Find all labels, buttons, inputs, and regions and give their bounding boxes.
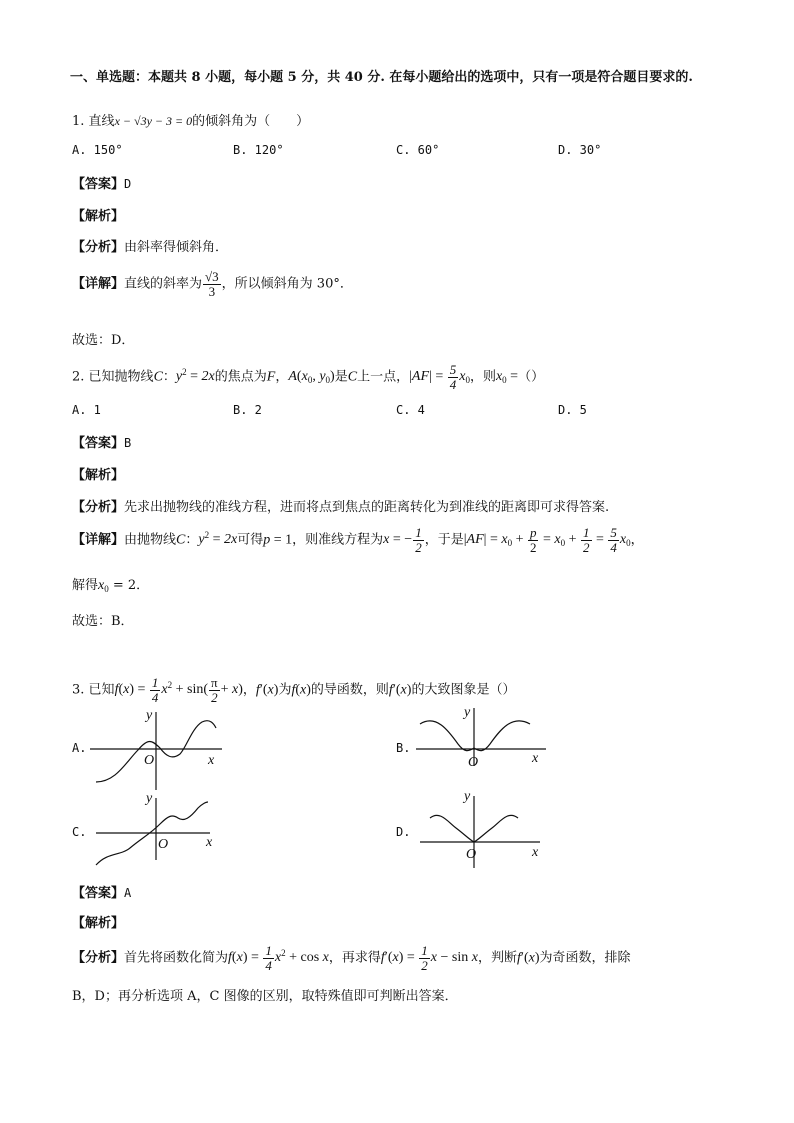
fenxi-line xyxy=(72,236,228,255)
axis-x-label: x xyxy=(206,835,213,850)
axis-y-label: y xyxy=(464,705,471,720)
question-text: 是 xyxy=(334,369,348,385)
fenxi-tag: 【分析】 xyxy=(72,950,125,966)
fenxi-text: 为奇函数，排除 xyxy=(539,950,631,966)
option-b: B. 120° xyxy=(233,143,284,157)
derivative: f′(x) xyxy=(516,950,540,966)
question-1 xyxy=(72,110,309,129)
fenxi-text: 首先将函数化简为 xyxy=(124,950,229,966)
answer-value: B xyxy=(124,436,132,450)
function-name: f(x) xyxy=(291,682,311,698)
axis-x-label: x xyxy=(532,845,539,860)
question-text: 的倾斜角为（ ） xyxy=(192,114,310,129)
guxuan-line: 故选：B． xyxy=(72,614,134,629)
point-a: $A(x_0$, $y_0$) xyxy=(288,369,335,386)
graph-b xyxy=(416,708,546,766)
axis-x-label: x xyxy=(532,751,539,766)
question-text: 已知 xyxy=(88,682,115,698)
fenxi-line xyxy=(72,944,631,972)
x0-var: $x_0$ = xyxy=(495,369,519,386)
x0-var: $x_0$ xyxy=(98,578,109,594)
answer-tag: 【答案】 xyxy=(72,886,125,901)
curve-name: C xyxy=(176,532,186,548)
xiangjie-text: ，所以倾斜角为 30°． xyxy=(221,276,353,292)
jiexi-tag: 【解析】 xyxy=(72,209,125,224)
answer-line xyxy=(72,882,131,901)
parabola-eq: $y^2 = 2x$ xyxy=(198,530,238,548)
xiangjie-text: ： xyxy=(185,532,199,548)
fenxi-text: 先求出抛物线的准线方程，进而将点到焦点的距离转化为到准线的距离即可求得答案. xyxy=(124,500,610,515)
function-def: f(x) = $\frac{1}{4}$ $x^2 + \sin$( $\frac{\pi}{2}$ + x) xyxy=(114,675,243,705)
origin-label: O xyxy=(144,753,155,768)
graph-label-c: C. xyxy=(72,825,87,839)
derivative: f′(x) xyxy=(255,682,279,698)
answer-line xyxy=(72,173,131,192)
derivative: f′(x) xyxy=(388,682,412,698)
curve-name: C xyxy=(347,369,358,385)
axis-y-label: y xyxy=(146,708,153,723)
answer-line xyxy=(72,432,131,451)
slope-fraction: $\frac{√3}{3}$ xyxy=(205,269,219,299)
focus-name: F xyxy=(266,369,276,385)
xiangjie-text: ，则准线方程为 xyxy=(292,532,384,548)
p-value: p = 1 xyxy=(263,532,293,548)
question-2 xyxy=(72,363,544,391)
question-text: 的大致图象是（） xyxy=(411,682,516,698)
graph-label-b: B. xyxy=(396,741,411,755)
xiangjie-tag: 【详解】 xyxy=(72,276,125,292)
jiexi-tag: 【解析】 xyxy=(72,468,125,483)
xiangjie-tag: 【详解】 xyxy=(72,532,125,548)
jiede-value: = 2． xyxy=(112,578,150,593)
question-number: 3. xyxy=(72,682,85,698)
graph-label-d: D. xyxy=(396,825,411,839)
xiangjie-line xyxy=(72,526,644,554)
question-text: 的焦点为 xyxy=(214,369,267,385)
fenxi-tag: 【分析】 xyxy=(72,240,125,255)
graph-c xyxy=(96,798,210,865)
jiede-line xyxy=(72,574,149,594)
answer-tag: 【答案】 xyxy=(72,436,125,451)
question-text: 为 xyxy=(278,682,292,698)
xiangjie-text: 由抛物线 xyxy=(124,532,177,548)
answer-tag: 【答案】 xyxy=(72,177,125,192)
line-equation: x − √3y − 3 = 0 xyxy=(114,114,193,128)
xiangjie-text: 可得 xyxy=(237,532,264,548)
jiexi-tag: 【解析】 xyxy=(72,916,125,931)
fenxi-text: 由斜率得倾斜角． xyxy=(124,240,229,255)
fenxi-text: ，判断 xyxy=(477,950,517,966)
derivative-expr: f′(x) = $\frac{1}{2}$ x − sin x xyxy=(380,943,478,973)
graph-options xyxy=(60,700,740,875)
axis-y-label: y xyxy=(146,791,153,806)
curve-name: C xyxy=(153,369,163,385)
section-header: 一、单选题：本题共 8 小题，每小题 5 分，共 40 分. 在每小题给出的选项中，只有一项是符合题目要求的. xyxy=(70,70,693,85)
af-derivation: $|AF| = x_0$ + $\frac{p}{2}$ = $x_0$ + $\frac{1}{2}$ = $\frac{5}{4}$ $x_0$ xyxy=(463,525,631,555)
fenxi-tag: 【分析】 xyxy=(72,500,125,515)
graph-a xyxy=(90,712,222,790)
question-text: ， xyxy=(275,369,289,385)
jiede-text: 解得 xyxy=(72,578,99,593)
option-d: D. 30° xyxy=(558,143,602,157)
option-c: C. 4 xyxy=(396,403,425,417)
guxuan-line: 故选：D． xyxy=(72,333,135,348)
option-c: C. 60° xyxy=(396,143,440,157)
answer-value: A xyxy=(124,886,132,900)
graph-d xyxy=(420,796,540,868)
question-text: 直线 xyxy=(88,114,115,129)
fenxi-line xyxy=(72,496,609,515)
question-text: 上一点， xyxy=(357,369,410,385)
origin-label: O xyxy=(158,837,169,852)
answer-value: D xyxy=(124,177,132,191)
option-a: A. 150° xyxy=(72,143,123,157)
question-number: 1. xyxy=(72,114,85,129)
axis-y-label: y xyxy=(464,789,471,804)
af-condition: |AF| = $\frac{5}{4}$ $x_0$ xyxy=(409,362,470,392)
question-text: 的导函数，则 xyxy=(310,682,389,698)
parabola-eq: $y^2 = 2x$ xyxy=(175,367,215,385)
option-d: D. 5 xyxy=(558,403,587,417)
question-text: ： xyxy=(162,369,176,385)
fenxi-text: ，再求得 xyxy=(328,950,381,966)
xiangjie-text: ， xyxy=(630,532,644,548)
simplified-function: f(x) = $\frac{1}{4}$ $x^2 + \cos x$ xyxy=(228,943,329,973)
question-text: 已知抛物线 xyxy=(88,369,154,385)
origin-label: O xyxy=(466,847,477,862)
question-text: ， xyxy=(242,682,256,698)
question-number: 2. xyxy=(72,369,85,385)
xiangjie-text: ，于是 xyxy=(424,532,464,548)
question-text: （） xyxy=(518,369,545,385)
axis-x-label: x xyxy=(208,753,215,768)
graph-label-a: A. xyxy=(72,741,87,755)
option-a: A. 1 xyxy=(72,403,101,417)
directrix-eq: x = − $\frac{1}{2}$ xyxy=(383,525,422,555)
question-text: ，则 xyxy=(469,369,496,385)
xiangjie-text: 直线的斜率为 xyxy=(124,276,203,292)
option-b: B. 2 xyxy=(233,403,262,417)
origin-label: O xyxy=(468,755,479,770)
xiangjie-line xyxy=(72,270,353,298)
fenxi-line-2: B，D；再分析选项 A，C 图像的区别，取特殊值即可判断出答案． xyxy=(72,989,458,1004)
